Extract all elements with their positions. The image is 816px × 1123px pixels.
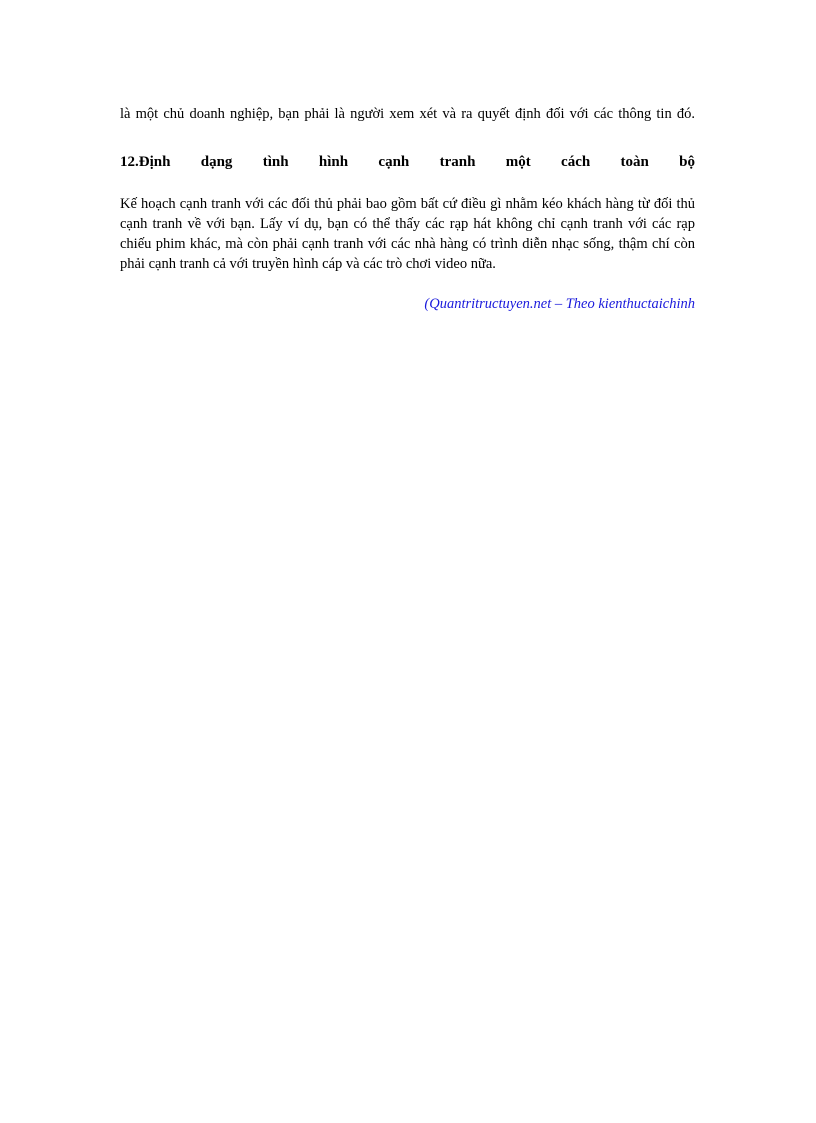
document-page: [120, 104, 695, 314]
intro-paragraph: là một chủ doanh nghiệp, bạn phải là người xem xét và ra quyết định đối với các thông tin đó.: [120, 106, 695, 122]
section-heading: 12.Định dạng tình hình cạnh tranh một cách toàn bộ: [120, 154, 695, 170]
section-body-paragraph: Kế hoạch cạnh tranh với các đối thủ phải bao gồm bất cứ điều gì nhằm kéo khách hàng từ đối thủ cạnh tranh về với bạn. Lấy ví dụ, bạn có thể thấy các rạp hát không chỉ cạnh tranh với các rạp chiếu phim khác, mà còn phải cạnh tranh với các nhà hàng có trình diễn nhạc sống, thậm chí còn phải cạnh tranh cả với truyền hình cáp và các trò chơi video nữa.: [120, 196, 695, 272]
source-attribution: (Quantritructuyen.net – Theo kienthuctaichinh: [424, 296, 695, 312]
